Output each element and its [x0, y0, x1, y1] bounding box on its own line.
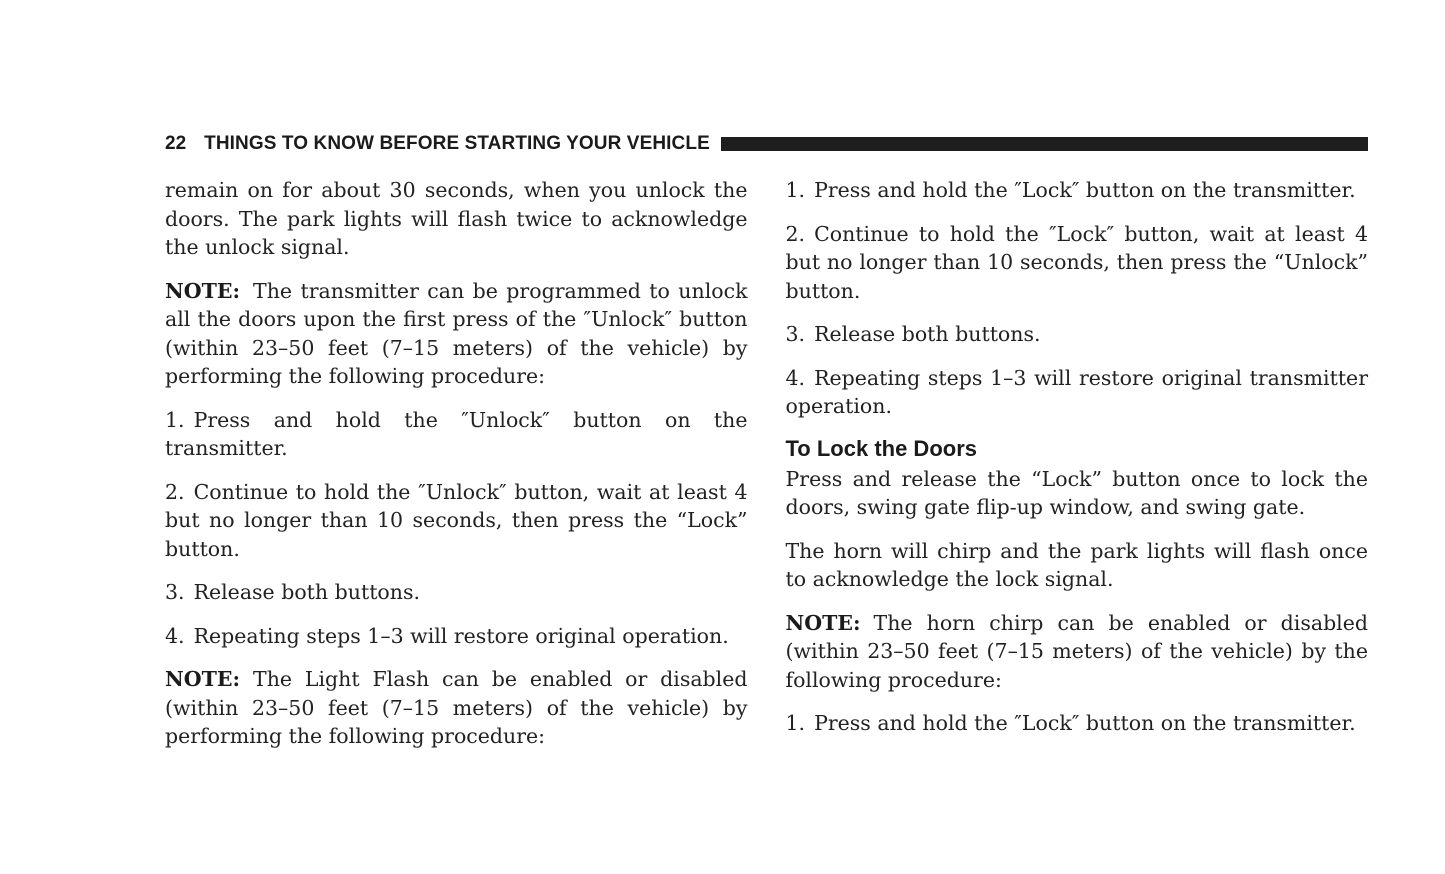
- list-item-text: Press and hold the ″Lock″ button on the transmitter.: [814, 711, 1356, 735]
- list-item-number: 1.: [785, 178, 806, 202]
- list-item: [165, 622, 748, 651]
- list-item: [786, 364, 1369, 421]
- left-column: [165, 176, 748, 766]
- page-header: [165, 133, 1368, 155]
- note-paragraph: [786, 609, 1369, 695]
- list-item-text: Repeating steps 1–3 will restore original transmitter operation.: [785, 365, 1368, 418]
- note-label: NOTE:: [165, 667, 241, 691]
- list-item-text: Press and hold the ″Unlock″ button on the transmitter.: [165, 407, 748, 460]
- list-item: [165, 478, 748, 564]
- note-label: NOTE:: [785, 610, 861, 635]
- list-item-number: 1.: [165, 407, 185, 432]
- page-title: THINGS TO KNOW BEFORE STARTING YOUR VEHICLE: [204, 133, 710, 154]
- list-item-number: 2.: [165, 479, 185, 504]
- list-item: [786, 220, 1369, 306]
- list-item-text: Release both buttons.: [814, 322, 1041, 346]
- list-item: [165, 406, 748, 463]
- list-item-text: Press and hold the ″Lock″ button on the transmitter.: [814, 178, 1356, 202]
- list-item-text: Continue to hold the ″Unlock″ button, wait at least 4 but no longer than 10 seconds, then press the “Lock” button.: [165, 479, 748, 561]
- note-text: The Light Flash can be enabled or disabled (within 23–50 feet (7–15 meters) of the vehicle) by performing the following procedure:: [165, 667, 748, 748]
- note-text: The horn chirp can be enabled or disabled (within 23–50 feet (7–15 meters) of the vehicle) by the following procedure:: [785, 610, 1368, 692]
- header-rule-bar: [721, 137, 1368, 151]
- list-item-text: Continue to hold the ″Lock″ button, wait at least 4 but no longer than 10 seconds, then press the “Unlock” button.: [785, 221, 1368, 303]
- body-paragraph: remain on for about 30 seconds, when you unlock the doors. The park lights will flash twice to acknowledge the unlock signal.: [165, 178, 748, 259]
- two-column-layout: [165, 176, 1368, 766]
- body-paragraph: The horn will chirp and the park lights will flash once to acknowledge the lock signal.: [785, 538, 1368, 591]
- page-number: 22: [165, 133, 187, 154]
- list-item-number: 3.: [165, 580, 185, 604]
- list-item-number: 3.: [785, 322, 806, 346]
- note-text: The transmitter can be programmed to unlock all the doors upon the first press of the ″Unlock″ button (within 23–50 feet (7–15 meters) of the vehicle) by performing the following procedure:: [165, 278, 748, 388]
- note-label: NOTE:: [165, 278, 241, 303]
- note-paragraph: [165, 665, 748, 751]
- note-paragraph: [165, 277, 748, 391]
- list-item-number: 4.: [785, 365, 806, 390]
- right-column: [786, 176, 1369, 766]
- list-item-text: Release both buttons.: [193, 580, 421, 604]
- list-item-number: 4.: [165, 623, 185, 648]
- list-item-number: 2.: [785, 221, 806, 246]
- list-item: [165, 578, 748, 607]
- list-item: [786, 176, 1369, 205]
- list-item-number: 1.: [785, 711, 806, 735]
- list-item-text: Repeating steps 1–3 will restore original operation.: [193, 623, 729, 648]
- list-item: [786, 320, 1369, 349]
- section-heading-to-lock-the-doors: To Lock the Doors: [785, 435, 977, 461]
- body-paragraph: Press and release the “Lock” button once to lock the doors, swing gate flip-up window, and swing gate.: [785, 466, 1368, 519]
- list-item: [786, 709, 1369, 738]
